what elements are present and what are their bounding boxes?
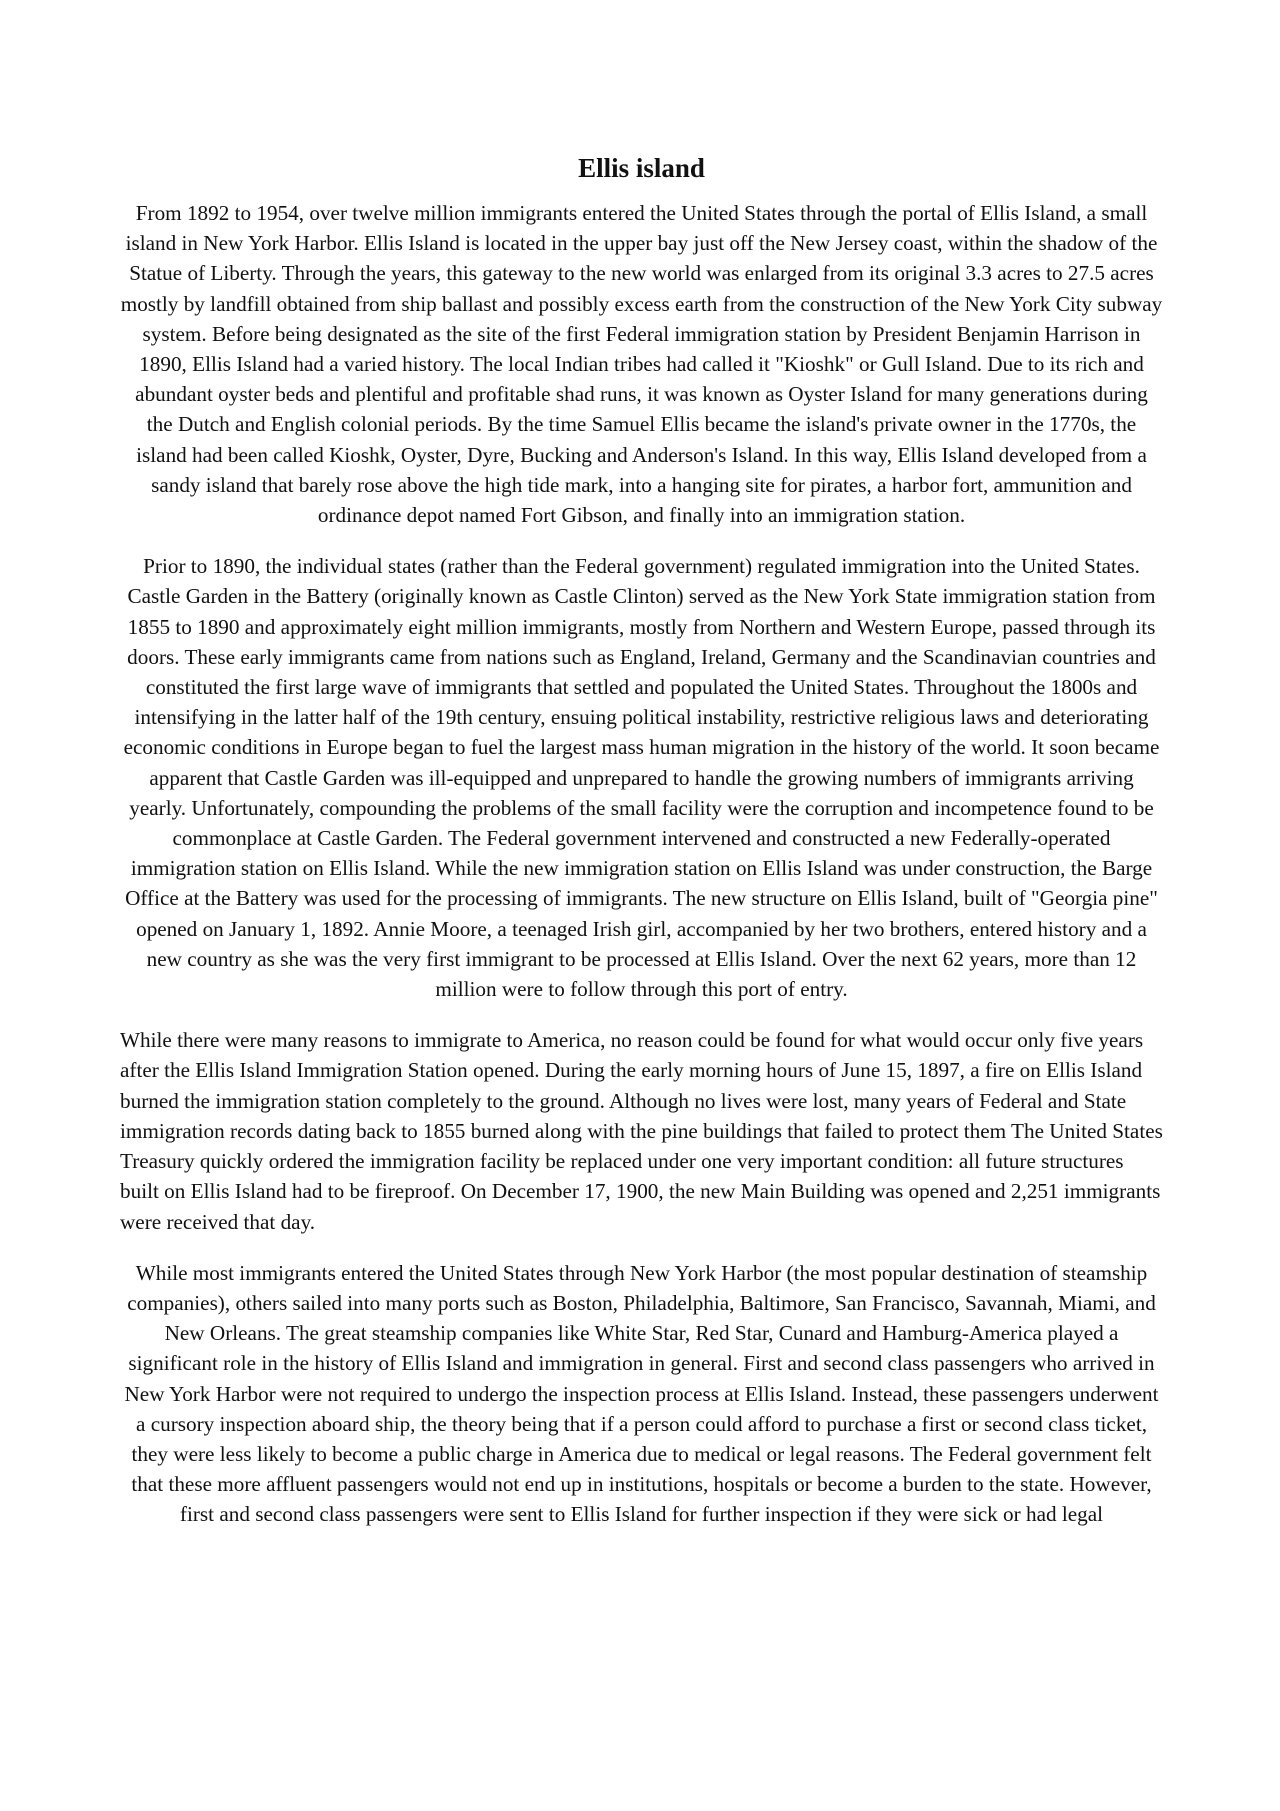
paragraph-4: While most immigrants entered the United States through New York Harbor (the most popular destination of steamship companies), others sailed into many ports such as Boston, Philadelphia, Baltimore, San Francisco, Savannah, Miami, and New Orleans. The great steamship companies like White Star, Red Star, Cunard and Hamburg-America played a significant role in the history of Ellis Island and immigration in general. First and second class passengers who arrived in New York Harbor were not required to undergo the inspection process at Ellis Island. Instead, these passengers underwent a cursory inspection aboard ship, the theory being that if a person could afford to purchase a first or second class ticket, they were less likely to become a public charge in America due to medical or legal reasons. The Federal government felt that these more affluent passengers would not end up in institutions, hospitals or become a burden to the state. However, first and second class passengers were sent to Ellis Island for further inspection if they were sick or had legal [124, 1260, 1159, 1527]
paragraph-2: Prior to 1890, the individual states (rather than the Federal government) regulated immigration into the United States. Castle Garden in the Battery (originally known as Castle Clinton) served as the New York State immigration station from 1855 to 1890 and approximately eight million immigrants, mostly from Northern and Western Europe, passed through its doors. These early immigrants came from nations such as England, Ireland, Germany and the Scandinavian countries and constituted the first large wave of immigrants that settled and populated the United States. Throughout the 1800s and intensifying in the latter half of the 19th century, ensuing political instability, restrictive religious laws and deteriorating economic conditions in Europe began to fuel the largest mass human migration in the history of the world. It soon became apparent that Castle Garden was ill-equipped and unprepared to handle the growing numbers of immigrants arriving yearly. Unfortunately, compounding the problems of the small facility were the corruption and incompetence found to be commonplace at Castle Garden. The Federal government intervened and constructed a new Federally-operated immigration station on Ellis Island. While the new immigration station on Ellis Island was under construction, the Barge Office at the Battery was used for the processing of immigrants. The new structure on Ellis Island, built of "Georgia pine" opened on January 1, 1892. Annie Moore, a teenaged Irish girl, accompanied by her two brothers, entered history and a new country as she was the very first immigrant to be processed at Ellis Island. Over the next 62 years, more than 12 million were to follow through this port of entry. [123, 554, 1160, 1002]
document-page [120, 150, 1163, 1551]
document-title: Ellis island [578, 153, 705, 183]
paragraph-3: While there were many reasons to immigrate to America, no reason could be found for what would occur only five years after the Ellis Island Immigration Station opened. During the early morning hours of June 15, 1897, a fire on Ellis Island burned the immigration station completely to the ground. Although no lives were lost, many years of Federal and State immigration records dating back to 1855 burned along with the pine buildings that failed to protect them The United States Treasury quickly ordered the immigration facility be replaced under one very important condition: all future structures built on Ellis Island had to be fireproof. On December 17, 1900, the new Main Building was opened and 2,251 immigrants were received that day. [120, 1028, 1163, 1234]
paragraph-1: From 1892 to 1954, over twelve million immigrants entered the United States through the portal of Ellis Island, a small island in New York Harbor. Ellis Island is located in the upper bay just off the New Jersey coast, within the shadow of the Statue of Liberty. Through the years, this gateway to the new world was enlarged from its original 3.3 acres to 27.5 acres mostly by landfill obtained from ship ballast and possibly excess earth from the construction of the New York City subway system. Before being designated as the site of the first Federal immigration station by President Benjamin Harrison in 1890, Ellis Island had a varied history. The local Indian tribes had called it "Kioshk" or Gull Island. Due to its rich and abundant oyster beds and plentiful and profitable shad runs, it was known as Oyster Island for many generations during the Dutch and English colonial periods. By the time Samuel Ellis became the island's private owner in the 1770s, the island had been called Kioshk, Oyster, Dyre, Bucking and Anderson's Island. In this way, Ellis Island developed from a sandy island that barely rose above the high tide mark, into a hanging site for pirates, a harbor fort, ammunition and ordinance depot named Fort Gibson, and finally into an immigration station. [120, 201, 1163, 528]
